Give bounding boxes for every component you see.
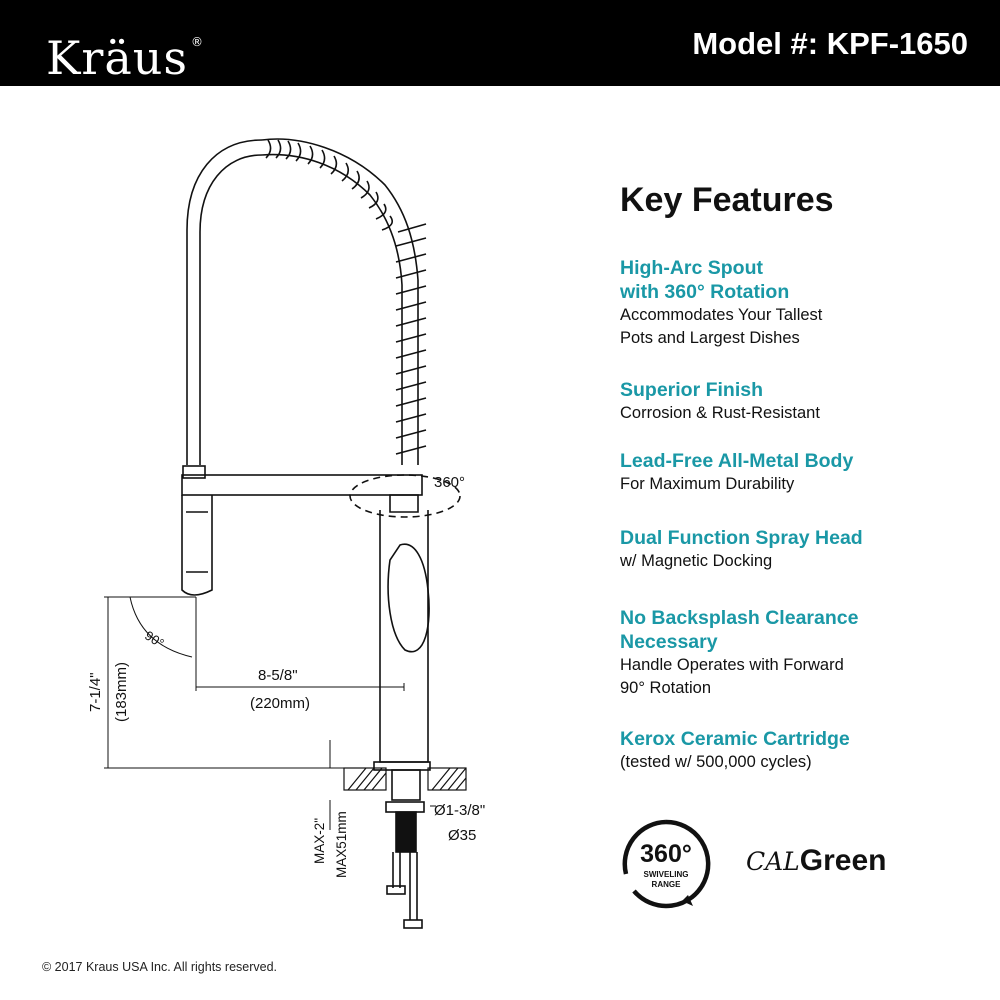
copyright-text: © 2017 Kraus USA Inc. All rights reserved.: [42, 960, 278, 974]
model-number-title: [692, 22, 968, 66]
header-bar: [0, 0, 1000, 86]
hole-mm-label: Ø35: [448, 827, 477, 844]
feature-title: Superior Finish: [620, 379, 764, 401]
swivel-line2: RANGE: [651, 880, 681, 889]
feature-description: Corrosion & Rust-Resistant: [620, 404, 820, 422]
feature-description: Accommodates Your Tallest Pots and Largest Dishes: [620, 306, 823, 347]
calgreen-logo: [746, 841, 887, 882]
feature-description: For Maximum Durability: [620, 475, 795, 493]
hole-inches-label: Ø1-3/8": [434, 802, 486, 819]
height-inches-label: 7-1/4": [87, 672, 104, 712]
feature-description: w/ Magnetic Docking: [620, 552, 773, 570]
mount-nut: [386, 802, 424, 812]
spray-head: [182, 495, 212, 595]
faucet-collar: [390, 495, 418, 512]
reach-inches-label: 8-5/8": [258, 667, 298, 684]
deck-mm-label: MAX51mm: [334, 811, 349, 878]
feature-title: No Backsplash Clearance Necessary: [620, 607, 859, 653]
spring-coil: [262, 139, 426, 465]
feature-description: (tested w/ 500,000 cycles): [620, 753, 812, 771]
feature-ceramic-cartridge: [620, 727, 980, 774]
spout-arc-inner: [200, 155, 262, 465]
feature-title: Kerox Ceramic Cartridge: [620, 728, 850, 750]
deck-inches-label: MAX-2": [312, 817, 327, 864]
spout-arc-outer: [187, 140, 262, 465]
model-label: Model #:: [692, 26, 819, 61]
rotation-label: 360°: [434, 474, 466, 491]
countertop: [344, 768, 466, 790]
faucet-handle: [388, 544, 429, 651]
calgreen-cal: CAL: [746, 847, 800, 876]
feature-superior-finish: [620, 378, 980, 425]
feature-spray-head: [620, 526, 980, 573]
key-features-panel: [620, 178, 980, 771]
swivel-number: 360°: [640, 840, 692, 868]
feature-title: Lead-Free All-Metal Body: [620, 450, 854, 472]
supply-hose-2: [410, 852, 417, 920]
feature-lead-free-body: [620, 449, 980, 496]
faucet-diagram: [0, 86, 600, 956]
feature-high-arc-spout: [620, 256, 980, 350]
arm-joint: [183, 466, 205, 478]
registered-mark: ®: [191, 35, 205, 49]
height-mm-label: (183mm): [113, 661, 130, 722]
feature-title: High-Arc Spout with 360° Rotation: [620, 257, 790, 303]
calgreen-green: Green: [799, 844, 887, 877]
swivel-badge-icon: [620, 818, 712, 910]
feature-title: Dual Function Spray Head: [620, 527, 863, 549]
base-plate: [374, 762, 430, 770]
angle-arc: [130, 597, 192, 657]
feature-description: Handle Operates with Forward 90° Rotation: [620, 656, 844, 697]
swivel-line1: SWIVELING: [643, 870, 689, 879]
brand-logo: [46, 12, 205, 85]
model-number: KPF-1650: [826, 26, 968, 61]
supply-hose-1: [393, 852, 400, 888]
handle-angle-label: 90°: [142, 627, 167, 651]
faucet-arm: [182, 475, 422, 495]
key-features-heading: Key Features: [620, 181, 834, 219]
reach-mm-label: (220mm): [250, 695, 311, 712]
feature-no-backsplash: [620, 606, 980, 700]
faucet-body: [380, 510, 428, 762]
brand-name: Kräus: [46, 31, 189, 85]
mount-stem: [396, 812, 416, 852]
mount-shank: [392, 770, 420, 800]
